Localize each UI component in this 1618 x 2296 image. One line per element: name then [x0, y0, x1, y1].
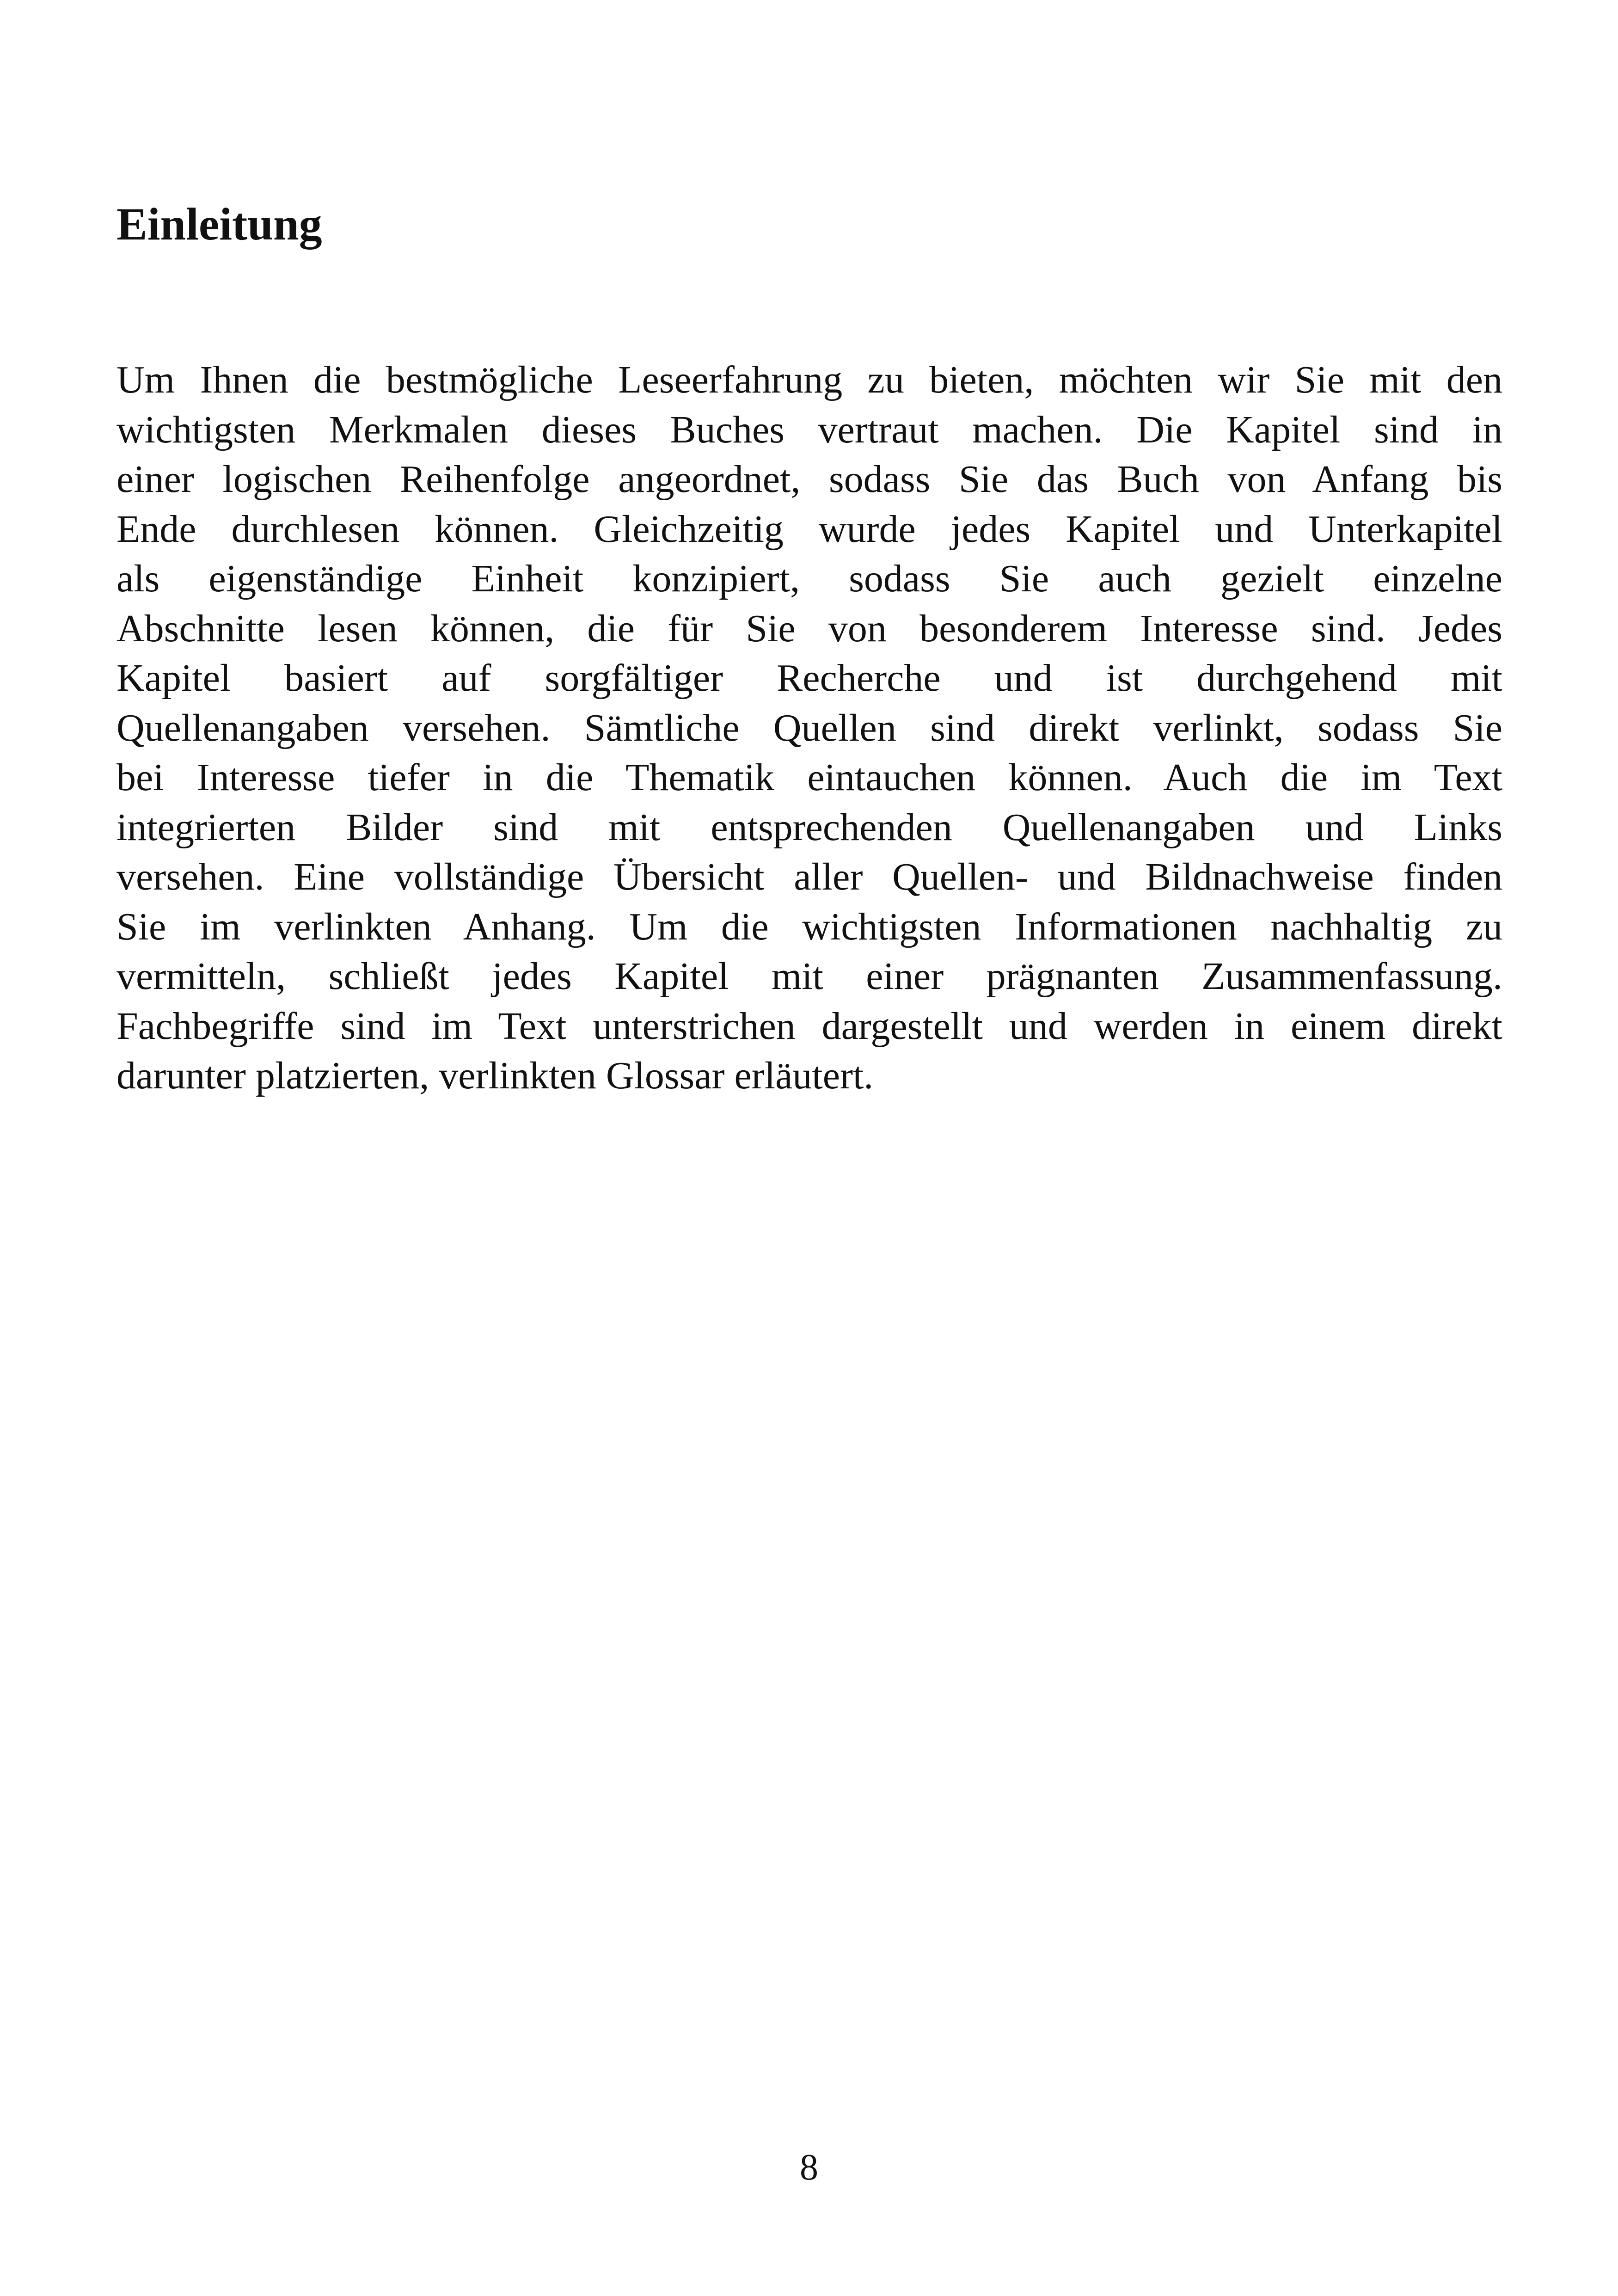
paragraph-line: einer logischen Reihenfolge angeordnet, sodass Sie das Buch von Anfang bis — [116, 458, 1502, 501]
paragraph-line: Fachbegriffe sind im Text unterstrichen dargestellt und werden in einem direkt — [116, 1004, 1502, 1048]
paragraph-line: wichtigsten Merkmalen dieses Buches vertraut machen. Die Kapitel sind in — [116, 408, 1502, 451]
paragraph-line: Kapitel basiert auf sorgfältiger Recherche und ist durchgehend mit — [116, 657, 1502, 700]
paragraph-line: versehen. Eine vollständige Übersicht aller Quellen- und Bildnachweise finden — [116, 855, 1502, 898]
paragraph-line: Ende durchlesen können. Gleichzeitig wurde jedes Kapitel und Unterkapitel — [116, 507, 1502, 551]
page-number: 8 — [800, 2147, 818, 2188]
paragraph-line: integrierten Bilder sind mit entsprechenden Quellenangaben und Links — [116, 805, 1502, 849]
paragraph-line: bei Interesse tiefer in die Thematik eintauchen können. Auch die im Text — [116, 756, 1502, 799]
paragraph-line: Abschnitte lesen können, die für Sie von besonderem Interesse sind. Jedes — [116, 607, 1502, 650]
paragraph-line: Sie im verlinkten Anhang. Um die wichtigsten Informationen nachhaltig zu — [116, 905, 1502, 948]
paragraph-line: Quellenangaben versehen. Sämtliche Quellen sind direkt verlinkt, sodass Sie — [116, 706, 1502, 749]
paragraph-line: als eigenständige Einheit konzipiert, sodass Sie auch gezielt einzelne — [116, 557, 1502, 600]
paragraph-line: darunter platzierten, verlinkten Glossar erläutert. — [116, 1054, 874, 1097]
body-paragraph — [116, 355, 1502, 1101]
paragraph-line: Um Ihnen die bestmögliche Leseerfahrung zu bieten, möchten wir Sie mit den — [116, 358, 1502, 401]
paragraph-line: vermitteln, schließt jedes Kapitel mit einer prägnanten Zusammenfassung. — [116, 955, 1502, 998]
chapter-heading: Einleitung — [116, 198, 322, 250]
